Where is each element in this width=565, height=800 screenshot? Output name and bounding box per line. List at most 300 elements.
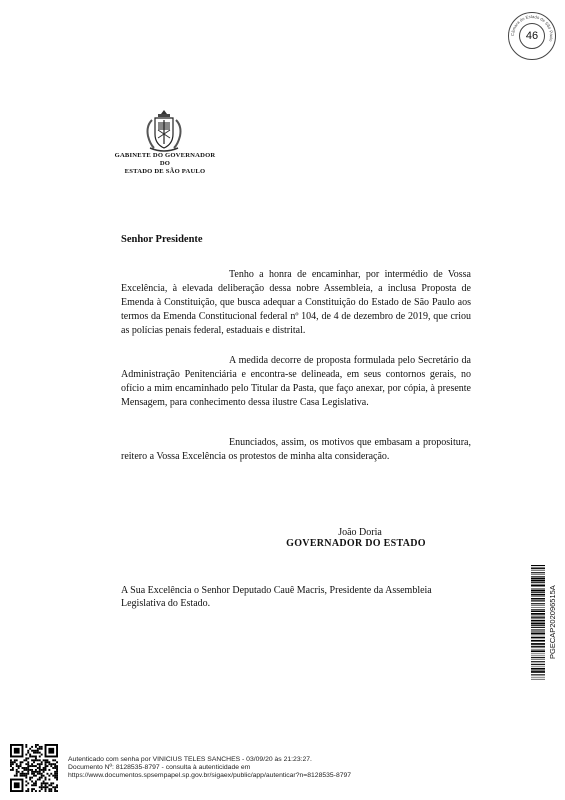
barcode-bar [531, 649, 545, 650]
barcode-icon [531, 565, 545, 680]
coat-of-arms-icon [144, 108, 184, 154]
qr-module [22, 775, 24, 777]
qr-module [41, 782, 43, 784]
barcode-bar [531, 654, 545, 655]
qr-module [39, 765, 41, 767]
qr-module [56, 769, 58, 771]
qr-module [56, 775, 58, 777]
footer-line-2: Documento Nº: 8128535-8797 - consulta à autenticidade em [68, 764, 251, 771]
qr-module [52, 775, 54, 777]
barcode-bar [531, 625, 545, 626]
paragraph-2 [121, 354, 471, 410]
barcode-bar [531, 657, 545, 658]
qr-module [12, 761, 14, 763]
qr-module [33, 761, 35, 763]
qr-module [50, 763, 52, 765]
qr-module [45, 782, 47, 784]
barcode-bar [531, 574, 545, 575]
qr-module [45, 788, 47, 790]
qr-module [35, 771, 37, 773]
barcode-bar [531, 611, 545, 612]
qr-module [31, 788, 33, 790]
qr-module [27, 790, 29, 792]
barcode-bar [531, 605, 545, 606]
qr-module [31, 780, 33, 782]
barcode-bar [531, 674, 545, 675]
qr-module [37, 767, 39, 769]
qr-module [22, 771, 24, 773]
qr-module [31, 763, 33, 765]
qr-module [43, 771, 45, 773]
qr-module [29, 765, 31, 767]
qr-module [45, 769, 47, 771]
qr-module [27, 761, 29, 763]
qr-module [31, 771, 33, 773]
qr-module [45, 763, 47, 765]
qr-module [14, 761, 16, 763]
barcode-bar [531, 632, 545, 633]
qr-module [25, 780, 27, 782]
barcode-bar [531, 627, 545, 628]
qr-module [56, 790, 58, 792]
qr-module [54, 773, 56, 775]
qr-module [16, 773, 18, 775]
qr-module [10, 761, 12, 763]
qr-module [45, 784, 47, 786]
barcode-bar [531, 584, 545, 585]
barcode-bar [531, 664, 545, 665]
qr-module [45, 779, 47, 781]
qr-module [54, 786, 56, 788]
qr-module [37, 771, 39, 773]
footer-line-1: Autenticado com senha por VINICIUS TELES SANCHES - 03/09/20 às 21:23:27. [68, 756, 312, 763]
qr-module [46, 782, 48, 784]
qr-module [56, 773, 58, 775]
qr-module [25, 754, 27, 756]
authentication-footer [68, 756, 351, 780]
qr-module [48, 775, 50, 777]
qr-module [56, 771, 58, 773]
qr-module [39, 790, 41, 792]
qr-module [35, 750, 37, 752]
qr-module [33, 775, 35, 777]
qr-module [50, 790, 52, 792]
barcode-bar [531, 643, 545, 645]
qr-module [10, 765, 12, 767]
qr-module [27, 767, 29, 769]
qr-module [43, 759, 45, 761]
qr-module [29, 777, 31, 779]
qr-module [33, 784, 35, 786]
qr-module [35, 756, 37, 758]
qr-module [37, 763, 39, 765]
qr-module [14, 759, 16, 761]
qr-module [27, 765, 29, 767]
qr-module [56, 765, 58, 767]
barcode-bar [531, 618, 545, 619]
qr-module [41, 777, 43, 779]
qr-module [22, 773, 24, 775]
letterhead-line-2: DO [159, 160, 171, 167]
qr-module [31, 773, 33, 775]
qr-module [33, 771, 35, 773]
qr-module [23, 769, 25, 771]
qr-module [41, 761, 43, 763]
barcode-bar [531, 603, 545, 604]
qr-module [27, 750, 29, 752]
qr-module [25, 757, 27, 759]
barcode-bar [531, 656, 545, 657]
qr-module [54, 777, 56, 779]
qr-module [45, 759, 47, 761]
qr-module [41, 763, 43, 765]
qr-module [25, 777, 27, 779]
qr-module [48, 769, 50, 771]
qr-module [12, 763, 14, 765]
qr-module [35, 765, 37, 767]
qr-module [41, 775, 43, 777]
qr-module [23, 767, 25, 769]
qr-module [25, 769, 27, 771]
qr-module [20, 775, 22, 777]
qr-module [31, 784, 33, 786]
qr-module [18, 767, 20, 769]
qr-module [39, 779, 41, 781]
barcode-bar [531, 647, 545, 648]
qr-module [35, 782, 37, 784]
barcode-bar [531, 601, 545, 602]
barcode-bar [531, 650, 545, 652]
barcode-bar [531, 580, 545, 582]
qr-module [50, 784, 52, 786]
qr-module [39, 759, 41, 761]
qr-module [50, 765, 52, 767]
qr-module [39, 748, 41, 750]
footer-line-3: https://www.documentos.spsempapel.sp.gov.br/sigaex/public/app/autenticar?n=8128535-8797 [68, 772, 352, 779]
qr-module [39, 756, 41, 758]
qr-module [23, 759, 25, 761]
qr-module [54, 759, 56, 761]
qr-code-icon [10, 744, 58, 792]
qr-module [14, 775, 16, 777]
paragraph-3 [121, 436, 471, 464]
qr-module [25, 790, 27, 792]
barcode-code: PGECAP202096515A [548, 585, 557, 660]
letterhead [100, 152, 230, 176]
qr-module [22, 761, 24, 763]
barcode-bar [531, 633, 545, 635]
qr-module [33, 752, 35, 754]
qr-module [52, 763, 54, 765]
qr-module [52, 759, 54, 761]
qr-module [39, 763, 41, 765]
qr-module [41, 773, 43, 775]
qr-module [46, 773, 48, 775]
qr-module [56, 784, 58, 786]
qr-module [35, 757, 37, 759]
letterhead-line-3: ESTADO DE SÃO PAULO [124, 168, 206, 175]
qr-module [37, 773, 39, 775]
barcode-bar [531, 666, 545, 667]
barcode-bar [531, 635, 545, 636]
qr-module [25, 759, 27, 761]
qr-module [16, 759, 18, 761]
qr-module [56, 767, 58, 769]
qr-module [48, 788, 50, 790]
qr-module [45, 767, 47, 769]
barcode-bar [531, 585, 545, 587]
qr-module [48, 784, 50, 786]
qr-module [56, 761, 58, 763]
barcode-bar [531, 592, 545, 593]
qr-module [46, 759, 48, 761]
barcode-bar [531, 670, 545, 671]
qr-module [20, 773, 22, 775]
page-number: 46 [519, 23, 545, 49]
qr-module [43, 767, 45, 769]
barcode-bar [531, 620, 545, 622]
qr-module [39, 777, 41, 779]
qr-module [16, 775, 18, 777]
qr-module [43, 782, 45, 784]
qr-module [16, 769, 18, 771]
barcode-bar [531, 582, 545, 583]
qr-finder [14, 748, 20, 754]
barcode-bar [531, 640, 545, 642]
qr-module [33, 773, 35, 775]
barcode-bar [531, 637, 545, 639]
qr-module [25, 767, 27, 769]
qr-module [31, 765, 33, 767]
qr-module [41, 769, 43, 771]
qr-module [31, 769, 33, 771]
qr-module [43, 769, 45, 771]
qr-module [29, 748, 31, 750]
qr-module [33, 765, 35, 767]
barcode-bar [531, 629, 545, 630]
qr-module [45, 786, 47, 788]
qr-module [39, 771, 41, 773]
qr-module [35, 784, 37, 786]
qr-module [50, 788, 52, 790]
qr-module [50, 782, 52, 784]
qr-module [54, 771, 56, 773]
qr-module [18, 765, 20, 767]
qr-module [27, 773, 29, 775]
qr-module [37, 750, 39, 752]
qr-module [41, 754, 43, 756]
barcode-bar [531, 668, 545, 670]
barcode-bar [531, 646, 545, 647]
qr-module [25, 744, 27, 746]
qr-module [48, 763, 50, 765]
qr-module [27, 788, 29, 790]
qr-module [54, 765, 56, 767]
stamp-ring-text: Câmara do Estado de São Paulo [509, 13, 555, 43]
qr-module [27, 763, 29, 765]
qr-module [25, 784, 27, 786]
qr-module [27, 752, 29, 754]
qr-module [35, 752, 37, 754]
qr-module [31, 790, 33, 792]
qr-module [37, 752, 39, 754]
qr-module [35, 780, 37, 782]
barcode-bar [531, 671, 545, 673]
qr-module [46, 786, 48, 788]
paragraph-text: Tenho a honra de encaminhar, por intermédio de Vossa Excelência, à elevada deliberação dessa nobre Assembleia, a inclusa Proposta de Emenda à Constituição, que busca adequar a Constituição do Estado de São Paulo aos termos da Emenda Constitucional federal nº 104, de 4 de dezembro de 2019, que criou as polícias penais federal, estaduais e distrital. [121, 269, 471, 336]
qr-module [37, 748, 39, 750]
qr-module [10, 769, 12, 771]
qr-module [35, 746, 37, 748]
qr-module [56, 786, 58, 788]
qr-module [43, 780, 45, 782]
qr-module [37, 759, 39, 761]
qr-module [54, 763, 56, 765]
qr-module [52, 782, 54, 784]
qr-module [54, 775, 56, 777]
qr-finder [48, 748, 54, 754]
qr-module [31, 759, 33, 761]
qr-module [48, 761, 50, 763]
barcode-bar [531, 578, 545, 579]
qr-module [39, 769, 41, 771]
qr-module [31, 746, 33, 748]
qr-module [20, 763, 22, 765]
qr-module [45, 765, 47, 767]
qr-module [10, 759, 12, 761]
qr-module [16, 765, 18, 767]
qr-module [45, 761, 47, 763]
qr-module [41, 788, 43, 790]
qr-module [12, 769, 14, 771]
qr-module [31, 777, 33, 779]
qr-module [37, 744, 39, 746]
qr-module [43, 775, 45, 777]
barcode-bar [531, 594, 545, 596]
qr-module [16, 771, 18, 773]
qr-module [25, 775, 27, 777]
paragraph-text: Enunciados, assim, os motivos que embasam a propositura, reitero a Vossa Excelência os protestos de minha alta consideração. [121, 437, 471, 462]
qr-module [33, 782, 35, 784]
letterhead-line-1: GABINETE DO GOVERNADOR [114, 152, 216, 159]
qr-module [20, 761, 22, 763]
qr-module [23, 775, 25, 777]
qr-module [46, 761, 48, 763]
barcode-bar [531, 570, 545, 571]
barcode-bar [531, 567, 545, 568]
barcode-bar [531, 613, 545, 615]
page-stamp [508, 12, 556, 60]
qr-module [52, 767, 54, 769]
qr-module [31, 750, 33, 752]
qr-module [56, 777, 58, 779]
qr-module [35, 769, 37, 771]
qr-module [39, 752, 41, 754]
qr-module [25, 773, 27, 775]
barcode-bar [531, 600, 545, 601]
barcode-bar [531, 617, 545, 618]
barcode-bar [531, 609, 545, 610]
barcode-bar [531, 607, 545, 608]
qr-module [29, 779, 31, 781]
qr-module [35, 775, 37, 777]
qr-module [45, 790, 47, 792]
qr-module [27, 771, 29, 773]
qr-module [35, 744, 37, 746]
qr-module [52, 786, 54, 788]
qr-module [29, 754, 31, 756]
qr-module [31, 756, 33, 758]
barcode-bar [531, 590, 545, 592]
qr-module [41, 784, 43, 786]
salutation: Senhor Presidente [121, 234, 203, 245]
qr-finder [14, 782, 20, 788]
qr-module [33, 759, 35, 761]
qr-module [20, 765, 22, 767]
qr-module [18, 771, 20, 773]
qr-module [39, 786, 41, 788]
qr-module [54, 767, 56, 769]
barcode-bar [531, 568, 545, 569]
qr-module [37, 779, 39, 781]
qr-module [54, 790, 56, 792]
qr-module [27, 757, 29, 759]
qr-module [41, 746, 43, 748]
qr-module [54, 788, 56, 790]
qr-module [22, 767, 24, 769]
qr-module [27, 782, 29, 784]
barcode-bar [531, 572, 545, 573]
recipient: A Sua Excelência o Senhor Deputado Cauê Macris, Presidente da Assembleia Legislativa do Estado. [121, 585, 432, 609]
qr-module [45, 777, 47, 779]
signature-title: GOVERNADOR DO ESTADO [286, 538, 426, 549]
qr-module [56, 779, 58, 781]
qr-module [12, 767, 14, 769]
barcode-bar [531, 596, 545, 597]
qr-module [35, 759, 37, 761]
qr-module [48, 790, 50, 792]
paragraph-1 [121, 268, 471, 338]
qr-module [10, 763, 12, 765]
qr-module [50, 773, 52, 775]
signature-name: João Doria [338, 527, 382, 538]
qr-module [43, 786, 45, 788]
qr-module [25, 746, 27, 748]
barcode-bar [531, 598, 545, 599]
qr-module [39, 773, 41, 775]
qr-module [29, 756, 31, 758]
qr-module [16, 763, 18, 765]
qr-module [27, 769, 29, 771]
qr-module [41, 748, 43, 750]
qr-module [35, 790, 37, 792]
barcode-bar [531, 576, 545, 577]
barcode-bar [531, 565, 545, 566]
qr-module [46, 765, 48, 767]
qr-module [41, 786, 43, 788]
qr-module [39, 746, 41, 748]
barcode-bar [531, 588, 545, 589]
barcode-bar [531, 659, 545, 660]
qr-module [23, 773, 25, 775]
qr-module [48, 779, 50, 781]
qr-module [33, 788, 35, 790]
barcode-bar [531, 677, 545, 678]
qr-module [29, 769, 31, 771]
barcode-bar [531, 661, 545, 662]
qr-module [39, 767, 41, 769]
barcode-bar [531, 623, 545, 625]
